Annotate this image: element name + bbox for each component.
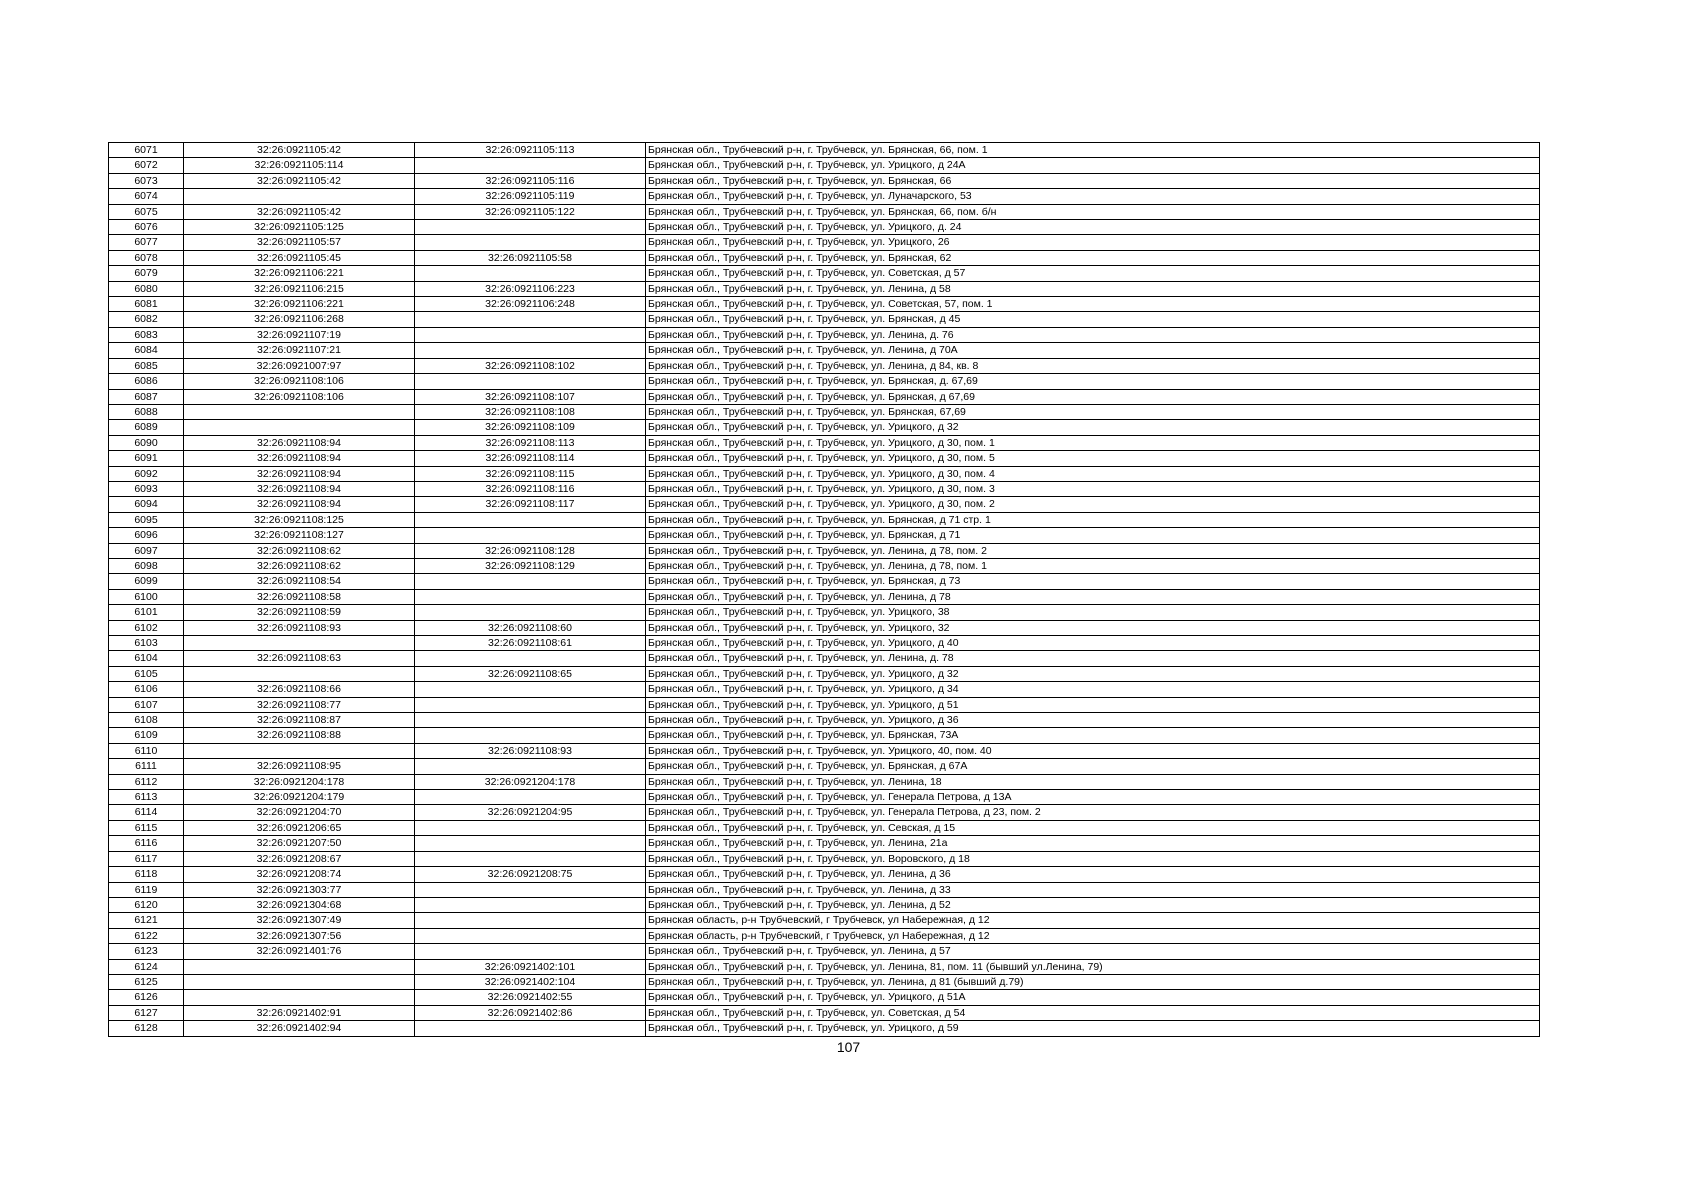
address-cell: Брянская обл., Трубчевский р-н, г. Трубчевск, ул. Ленина, д 78, пом. 1 — [646, 558, 1540, 573]
address-cell: Брянская обл., Трубчевский р-н, г. Трубчевск, ул. Брянская, д. 67,69 — [646, 374, 1540, 389]
object-cadastral-number-cell — [415, 158, 646, 173]
object-cadastral-number-cell: 32:26:0921402:104 — [415, 974, 646, 989]
object-cadastral-number-cell: 32:26:0921108:107 — [415, 389, 646, 404]
cadastral-number-cell — [184, 959, 415, 974]
address-cell: Брянская обл., Трубчевский р-н, г. Трубчевск, ул. Урицкого, д 40 — [646, 636, 1540, 651]
row-number-cell: 6108 — [109, 713, 184, 728]
object-cadastral-number-cell: 32:26:0921402:101 — [415, 959, 646, 974]
cadastral-number-cell: 32:26:0921108:94 — [184, 451, 415, 466]
object-cadastral-number-cell: 32:26:0921402:86 — [415, 1005, 646, 1020]
address-cell: Брянская обл., Трубчевский р-н, г. Трубчевск, ул. Урицкого, д 32 — [646, 420, 1540, 435]
cadastral-number-cell: 32:26:0921105:125 — [184, 220, 415, 235]
row-number-cell: 6119 — [109, 882, 184, 897]
cadastral-number-cell: 32:26:0921108:94 — [184, 435, 415, 450]
address-cell: Брянская обл., Трубчевский р-н, г. Трубчевск, ул. Урицкого, д 30, пом. 5 — [646, 451, 1540, 466]
address-cell: Брянская обл., Трубчевский р-н, г. Трубчевск, ул. Севская, д 15 — [646, 820, 1540, 835]
table-row — [109, 451, 1540, 466]
address-cell: Брянская обл., Трубчевский р-н, г. Трубчевск, ул. Урицкого, 40, пом. 40 — [646, 743, 1540, 758]
row-number-cell: 6087 — [109, 389, 184, 404]
address-cell: Брянская обл., Трубчевский р-н, г. Трубчевск, ул. Брянская, 66, пом. б/н — [646, 204, 1540, 219]
row-number-cell: 6076 — [109, 220, 184, 235]
address-cell: Брянская обл., Трубчевский р-н, г. Трубчевск, ул. Ленина, д 52 — [646, 897, 1540, 912]
cadastral-number-cell: 32:26:0921105:57 — [184, 235, 415, 250]
object-cadastral-number-cell: 32:26:0921108:60 — [415, 620, 646, 635]
row-number-cell: 6104 — [109, 651, 184, 666]
address-cell: Брянская обл., Трубчевский р-н, г. Трубчевск, ул. Урицкого, д 30, пом. 3 — [646, 481, 1540, 496]
row-number-cell: 6097 — [109, 543, 184, 558]
object-cadastral-number-cell: 32:26:0921108:93 — [415, 743, 646, 758]
row-number-cell: 6078 — [109, 250, 184, 265]
cadastral-number-cell — [184, 420, 415, 435]
object-cadastral-number-cell: 32:26:0921208:75 — [415, 867, 646, 882]
object-cadastral-number-cell — [415, 897, 646, 912]
row-number-cell: 6099 — [109, 574, 184, 589]
table-row — [109, 651, 1540, 666]
row-number-cell: 6118 — [109, 867, 184, 882]
row-number-cell: 6125 — [109, 974, 184, 989]
cadastral-number-cell: 32:26:0921108:127 — [184, 528, 415, 543]
object-cadastral-number-cell: 32:26:0921402:55 — [415, 990, 646, 1005]
row-number-cell: 6080 — [109, 281, 184, 296]
object-cadastral-number-cell: 32:26:0921105:119 — [415, 189, 646, 204]
table-row — [109, 189, 1540, 204]
cadastral-number-cell: 32:26:0921105:42 — [184, 173, 415, 188]
row-number-cell: 6079 — [109, 266, 184, 281]
object-cadastral-number-cell: 32:26:0921108:113 — [415, 435, 646, 450]
cadastral-number-cell: 32:26:0921401:76 — [184, 944, 415, 959]
cadastral-number-cell: 32:26:0921307:56 — [184, 928, 415, 943]
row-number-cell: 6116 — [109, 836, 184, 851]
cadastral-number-cell: 32:26:0921108:94 — [184, 466, 415, 481]
row-number-cell: 6128 — [109, 1021, 184, 1036]
address-cell: Брянская обл., Трубчевский р-н, г. Трубчевск, ул. Брянская, д 73 — [646, 574, 1540, 589]
table-row — [109, 820, 1540, 835]
row-number-cell: 6109 — [109, 728, 184, 743]
address-cell: Брянская обл., Трубчевский р-н, г. Трубчевск, ул. Ленина, 18 — [646, 774, 1540, 789]
address-cell: Брянская обл., Трубчевский р-н, г. Трубчевск, ул. Генерала Петрова, д 23, пом. 2 — [646, 805, 1540, 820]
row-number-cell: 6117 — [109, 851, 184, 866]
cadastral-number-cell: 32:26:0921108:95 — [184, 759, 415, 774]
address-cell: Брянская обл., Трубчевский р-н, г. Трубчевск, ул. Урицкого, 38 — [646, 605, 1540, 620]
table-row — [109, 1021, 1540, 1036]
row-number-cell: 6074 — [109, 189, 184, 204]
cadastral-number-cell — [184, 636, 415, 651]
object-cadastral-number-cell: 32:26:0921204:178 — [415, 774, 646, 789]
row-number-cell: 6126 — [109, 990, 184, 1005]
object-cadastral-number-cell — [415, 713, 646, 728]
table-row — [109, 543, 1540, 558]
table-row — [109, 404, 1540, 419]
address-cell: Брянская обл., Трубчевский р-н, г. Трубчевск, ул. Брянская, д 71 — [646, 528, 1540, 543]
table-row — [109, 173, 1540, 188]
row-number-cell: 6072 — [109, 158, 184, 173]
cadastral-number-cell: 32:26:0921107:19 — [184, 327, 415, 342]
object-cadastral-number-cell — [415, 928, 646, 943]
table-row — [109, 143, 1540, 158]
page-number: 107 — [836, 1039, 861, 1055]
table-row — [109, 158, 1540, 173]
table-row — [109, 374, 1540, 389]
address-cell: Брянская обл., Трубчевский р-н, г. Трубчевск, ул. Луначарского, 53 — [646, 189, 1540, 204]
row-number-cell: 6093 — [109, 481, 184, 496]
address-cell: Брянская обл., Трубчевский р-н, г. Трубчевск, ул. Урицкого, д 30, пом. 4 — [646, 466, 1540, 481]
address-cell: Брянская обл., Трубчевский р-н, г. Трубчевск, ул. Урицкого, 26 — [646, 235, 1540, 250]
address-cell: Брянская обл., Трубчевский р-н, г. Трубчевск, ул. Брянская, 73А — [646, 728, 1540, 743]
row-number-cell: 6075 — [109, 204, 184, 219]
cadastral-number-cell — [184, 743, 415, 758]
table-row — [109, 713, 1540, 728]
object-cadastral-number-cell: 32:26:0921108:128 — [415, 543, 646, 558]
table-row — [109, 250, 1540, 265]
object-cadastral-number-cell: 32:26:0921108:117 — [415, 497, 646, 512]
table-row — [109, 220, 1540, 235]
row-number-cell: 6092 — [109, 466, 184, 481]
row-number-cell: 6101 — [109, 605, 184, 620]
table-row — [109, 959, 1540, 974]
object-cadastral-number-cell — [415, 327, 646, 342]
object-cadastral-number-cell — [415, 605, 646, 620]
cadastral-number-cell: 32:26:0921108:106 — [184, 389, 415, 404]
address-cell: Брянская обл., Трубчевский р-н, г. Трубчевск, ул. Урицкого, д 51 — [646, 697, 1540, 712]
row-number-cell: 6091 — [109, 451, 184, 466]
address-cell: Брянская обл., Трубчевский р-н, г. Трубчевск, ул. Урицкого, 32 — [646, 620, 1540, 635]
row-number-cell: 6086 — [109, 374, 184, 389]
address-cell: Брянская обл., Трубчевский р-н, г. Трубчевск, ул. Урицкого, д 30, пом. 2 — [646, 497, 1540, 512]
object-cadastral-number-cell — [415, 836, 646, 851]
table-row — [109, 928, 1540, 943]
cadastral-number-cell: 32:26:0921106:268 — [184, 312, 415, 327]
object-cadastral-number-cell: 32:26:0921108:61 — [415, 636, 646, 651]
object-cadastral-number-cell: 32:26:0921108:115 — [415, 466, 646, 481]
row-number-cell: 6113 — [109, 790, 184, 805]
object-cadastral-number-cell — [415, 374, 646, 389]
object-cadastral-number-cell — [415, 220, 646, 235]
address-cell: Брянская обл., Трубчевский р-н, г. Трубчевск, ул. Урицкого, д 51А — [646, 990, 1540, 1005]
cadastral-number-cell: 32:26:0921108:54 — [184, 574, 415, 589]
cadastral-number-cell: 32:26:0921108:88 — [184, 728, 415, 743]
table-row — [109, 266, 1540, 281]
row-number-cell: 6096 — [109, 528, 184, 543]
address-cell: Брянская обл., Трубчевский р-н, г. Трубчевск, ул. Урицкого, д 24А — [646, 158, 1540, 173]
table-row — [109, 759, 1540, 774]
row-number-cell: 6094 — [109, 497, 184, 512]
address-cell: Брянская обл., Трубчевский р-н, г. Трубчевск, ул. Ленина, д 57 — [646, 944, 1540, 959]
address-cell: Брянская обл., Трубчевский р-н, г. Трубчевск, ул. Ленина, д 70А — [646, 343, 1540, 358]
table-row — [109, 297, 1540, 312]
table-row — [109, 897, 1540, 912]
address-cell: Брянская обл., Трубчевский р-н, г. Трубчевск, ул. Ленина, д 81 (бывший д.79) — [646, 974, 1540, 989]
object-cadastral-number-cell: 32:26:0921204:95 — [415, 805, 646, 820]
table-row — [109, 605, 1540, 620]
row-number-cell: 6122 — [109, 928, 184, 943]
table-body — [109, 143, 1540, 1037]
object-cadastral-number-cell — [415, 913, 646, 928]
row-number-cell: 6084 — [109, 343, 184, 358]
address-cell: Брянская обл., Трубчевский р-н, г. Трубчевск, ул. Ленина, д 36 — [646, 867, 1540, 882]
object-cadastral-number-cell — [415, 1021, 646, 1036]
row-number-cell: 6095 — [109, 512, 184, 527]
cadastral-number-cell: 32:26:0921204:179 — [184, 790, 415, 805]
object-cadastral-number-cell — [415, 312, 646, 327]
cadastral-number-cell: 32:26:0921108:59 — [184, 605, 415, 620]
address-cell: Брянская обл., Трубчевский р-н, г. Трубчевск, ул. Урицкого, д. 24 — [646, 220, 1540, 235]
cadastral-number-cell: 32:26:0921105:42 — [184, 143, 415, 158]
table-row — [109, 204, 1540, 219]
cadastral-number-cell: 32:26:0921108:106 — [184, 374, 415, 389]
address-cell: Брянская обл., Трубчевский р-н, г. Трубчевск, ул. Ленина, 81, пом. 11 (бывший ул.Ленина, 79) — [646, 959, 1540, 974]
address-cell: Брянская обл., Трубчевский р-н, г. Трубчевск, ул. Ленина, д 78, пом. 2 — [646, 543, 1540, 558]
table-row — [109, 974, 1540, 989]
address-cell: Брянская обл., Трубчевский р-н, г. Трубчевск, ул. Урицкого, д 59 — [646, 1021, 1540, 1036]
row-number-cell: 6083 — [109, 327, 184, 342]
cadastral-number-cell: 32:26:0921108:87 — [184, 713, 415, 728]
object-cadastral-number-cell: 32:26:0921105:122 — [415, 204, 646, 219]
table-row — [109, 851, 1540, 866]
row-number-cell: 6088 — [109, 404, 184, 419]
cadastral-number-cell: 32:26:0921108:94 — [184, 481, 415, 496]
cadastral-number-cell: 32:26:0921108:94 — [184, 497, 415, 512]
address-cell: Брянская обл., Трубчевский р-н, г. Трубчевск, ул. Урицкого, д 30, пом. 1 — [646, 435, 1540, 450]
address-cell: Брянская обл., Трубчевский р-н, г. Трубчевск, ул. Генерала Петрова, д 13А — [646, 790, 1540, 805]
table-row — [109, 836, 1540, 851]
row-number-cell: 6127 — [109, 1005, 184, 1020]
row-number-cell: 6090 — [109, 435, 184, 450]
cadastral-number-cell: 32:26:0921303:77 — [184, 882, 415, 897]
object-cadastral-number-cell: 32:26:0921105:113 — [415, 143, 646, 158]
cadastral-number-cell: 32:26:0921108:62 — [184, 543, 415, 558]
object-cadastral-number-cell — [415, 882, 646, 897]
address-cell: Брянская обл., Трубчевский р-н, г. Трубчевск, ул. Советская, д 54 — [646, 1005, 1540, 1020]
row-number-cell: 6124 — [109, 959, 184, 974]
object-cadastral-number-cell: 32:26:0921108:114 — [415, 451, 646, 466]
cadastral-number-cell: 32:26:0921402:94 — [184, 1021, 415, 1036]
address-cell: Брянская область, р-н Трубчевский, г Трубчевск, ул Набережная, д 12 — [646, 928, 1540, 943]
address-cell: Брянская обл., Трубчевский р-н, г. Трубчевск, ул. Ленина, д 33 — [646, 882, 1540, 897]
object-cadastral-number-cell: 32:26:0921106:248 — [415, 297, 646, 312]
cadastral-number-cell: 32:26:0921105:45 — [184, 250, 415, 265]
cadastral-number-cell: 32:26:0921108:93 — [184, 620, 415, 635]
object-cadastral-number-cell — [415, 235, 646, 250]
table-row — [109, 913, 1540, 928]
table-row — [109, 358, 1540, 373]
row-number-cell: 6110 — [109, 743, 184, 758]
object-cadastral-number-cell: 32:26:0921108:129 — [415, 558, 646, 573]
row-number-cell: 6100 — [109, 589, 184, 604]
address-cell: Брянская обл., Трубчевский р-н, г. Трубчевск, ул. Брянская, 66, пом. 1 — [646, 143, 1540, 158]
table-row — [109, 466, 1540, 481]
row-number-cell: 6073 — [109, 173, 184, 188]
address-cell: Брянская обл., Трубчевский р-н, г. Трубчевск, ул. Брянская, д 67,69 — [646, 389, 1540, 404]
object-cadastral-number-cell — [415, 266, 646, 281]
cadastral-number-cell: 32:26:0921107:21 — [184, 343, 415, 358]
address-cell: Брянская обл., Трубчевский р-н, г. Трубчевск, ул. Ленина, д. 78 — [646, 651, 1540, 666]
cadastral-number-cell: 32:26:0921105:42 — [184, 204, 415, 219]
cadastral-number-cell: 32:26:0921204:70 — [184, 805, 415, 820]
cadastral-number-cell: 32:26:0921106:221 — [184, 266, 415, 281]
table-row — [109, 235, 1540, 250]
cadastral-number-cell: 32:26:0921208:67 — [184, 851, 415, 866]
cadastral-number-cell: 32:26:0921106:215 — [184, 281, 415, 296]
cadastral-table — [108, 142, 1540, 1037]
address-cell: Брянская обл., Трубчевский р-н, г. Трубчевск, ул. Брянская, д 45 — [646, 312, 1540, 327]
table-row — [109, 805, 1540, 820]
address-cell: Брянская область, р-н Трубчевский, г Трубчевск, ул Набережная, д 12 — [646, 913, 1540, 928]
table-row — [109, 512, 1540, 527]
object-cadastral-number-cell — [415, 851, 646, 866]
address-cell: Брянская обл., Трубчевский р-н, г. Трубчевск, ул. Брянская, 66 — [646, 173, 1540, 188]
cadastral-number-cell: 32:26:0921108:77 — [184, 697, 415, 712]
cadastral-number-cell: 32:26:0921304:68 — [184, 897, 415, 912]
address-cell: Брянская обл., Трубчевский р-н, г. Трубчевск, ул. Советская, д 57 — [646, 266, 1540, 281]
table-row — [109, 589, 1540, 604]
cadastral-number-cell — [184, 404, 415, 419]
object-cadastral-number-cell — [415, 728, 646, 743]
table-row — [109, 620, 1540, 635]
table-row — [109, 636, 1540, 651]
cadastral-number-cell — [184, 189, 415, 204]
row-number-cell: 6102 — [109, 620, 184, 635]
cadastral-number-cell — [184, 974, 415, 989]
object-cadastral-number-cell: 32:26:0921108:109 — [415, 420, 646, 435]
object-cadastral-number-cell — [415, 528, 646, 543]
address-cell: Брянская обл., Трубчевский р-н, г. Трубчевск, ул. Ленина, д 78 — [646, 589, 1540, 604]
cadastral-number-cell — [184, 990, 415, 1005]
object-cadastral-number-cell — [415, 759, 646, 774]
cadastral-number-cell: 32:26:0921307:49 — [184, 913, 415, 928]
address-cell: Брянская обл., Трубчевский р-н, г. Трубчевск, ул. Ленина, 21а — [646, 836, 1540, 851]
object-cadastral-number-cell: 32:26:0921105:58 — [415, 250, 646, 265]
table-row — [109, 682, 1540, 697]
address-cell: Брянская обл., Трубчевский р-н, г. Трубчевск, ул. Ленина, д 84, кв. 8 — [646, 358, 1540, 373]
cadastral-number-cell: 32:26:0921206:65 — [184, 820, 415, 835]
object-cadastral-number-cell: 32:26:0921108:65 — [415, 666, 646, 681]
address-cell: Брянская обл., Трубчевский р-н, г. Трубчевск, ул. Брянская, д 67А — [646, 759, 1540, 774]
object-cadastral-number-cell — [415, 512, 646, 527]
row-number-cell: 6081 — [109, 297, 184, 312]
cadastral-number-cell: 32:26:0921007:97 — [184, 358, 415, 373]
cadastral-number-cell: 32:26:0921108:63 — [184, 651, 415, 666]
table-row — [109, 343, 1540, 358]
table-row — [109, 882, 1540, 897]
row-number-cell: 6085 — [109, 358, 184, 373]
cadastral-number-cell: 32:26:0921204:178 — [184, 774, 415, 789]
row-number-cell: 6077 — [109, 235, 184, 250]
table-row — [109, 774, 1540, 789]
table-row — [109, 990, 1540, 1005]
row-number-cell: 6098 — [109, 558, 184, 573]
table-row — [109, 420, 1540, 435]
address-cell: Брянская обл., Трубчевский р-н, г. Трубчевск, ул. Урицкого, д 32 — [646, 666, 1540, 681]
address-cell: Брянская обл., Трубчевский р-н, г. Трубчевск, ул. Брянская, д 71 стр. 1 — [646, 512, 1540, 527]
table-row — [109, 697, 1540, 712]
table-row — [109, 528, 1540, 543]
row-number-cell: 6103 — [109, 636, 184, 651]
table-row — [109, 312, 1540, 327]
object-cadastral-number-cell — [415, 682, 646, 697]
object-cadastral-number-cell — [415, 343, 646, 358]
cadastral-number-cell: 32:26:0921105:114 — [184, 158, 415, 173]
row-number-cell: 6071 — [109, 143, 184, 158]
address-cell: Брянская обл., Трубчевский р-н, г. Трубчевск, ул. Ленина, д 58 — [646, 281, 1540, 296]
cadastral-number-cell: 32:26:0921106:221 — [184, 297, 415, 312]
address-cell: Брянская обл., Трубчевский р-н, г. Трубчевск, ул. Урицкого, д 36 — [646, 713, 1540, 728]
cadastral-number-cell: 32:26:0921402:91 — [184, 1005, 415, 1020]
row-number-cell: 6106 — [109, 682, 184, 697]
row-number-cell: 6111 — [109, 759, 184, 774]
object-cadastral-number-cell — [415, 651, 646, 666]
row-number-cell: 6123 — [109, 944, 184, 959]
table-row — [109, 435, 1540, 450]
row-number-cell: 6112 — [109, 774, 184, 789]
table-row — [109, 867, 1540, 882]
object-cadastral-number-cell — [415, 574, 646, 589]
object-cadastral-number-cell: 32:26:0921108:108 — [415, 404, 646, 419]
table-row — [109, 944, 1540, 959]
cadastral-number-cell: 32:26:0921207:50 — [184, 836, 415, 851]
table-row — [109, 327, 1540, 342]
cadastral-number-cell: 32:26:0921108:125 — [184, 512, 415, 527]
table-row — [109, 728, 1540, 743]
row-number-cell: 6105 — [109, 666, 184, 681]
row-number-cell: 6120 — [109, 897, 184, 912]
object-cadastral-number-cell: 32:26:0921108:116 — [415, 481, 646, 496]
object-cadastral-number-cell — [415, 697, 646, 712]
object-cadastral-number-cell — [415, 589, 646, 604]
object-cadastral-number-cell: 32:26:0921106:223 — [415, 281, 646, 296]
table-row — [109, 743, 1540, 758]
table-row — [109, 666, 1540, 681]
address-cell: Брянская обл., Трубчевский р-н, г. Трубчевск, ул. Ленина, д. 76 — [646, 327, 1540, 342]
address-cell: Брянская обл., Трубчевский р-н, г. Трубчевск, ул. Воровского, д 18 — [646, 851, 1540, 866]
cadastral-number-cell: 32:26:0921208:74 — [184, 867, 415, 882]
object-cadastral-number-cell — [415, 790, 646, 805]
object-cadastral-number-cell — [415, 944, 646, 959]
cadastral-number-cell: 32:26:0921108:58 — [184, 589, 415, 604]
address-cell: Брянская обл., Трубчевский р-н, г. Трубчевск, ул. Урицкого, д 34 — [646, 682, 1540, 697]
table-row — [109, 389, 1540, 404]
cadastral-number-cell: 32:26:0921108:66 — [184, 682, 415, 697]
cadastral-number-cell: 32:26:0921108:62 — [184, 558, 415, 573]
table-row — [109, 497, 1540, 512]
row-number-cell: 6114 — [109, 805, 184, 820]
row-number-cell: 6107 — [109, 697, 184, 712]
address-cell: Брянская обл., Трубчевский р-н, г. Трубчевск, ул. Брянская, 67,69 — [646, 404, 1540, 419]
table-row — [109, 790, 1540, 805]
row-number-cell: 6089 — [109, 420, 184, 435]
row-number-cell: 6121 — [109, 913, 184, 928]
address-cell: Брянская обл., Трубчевский р-н, г. Трубчевск, ул. Брянская, 62 — [646, 250, 1540, 265]
table-row — [109, 281, 1540, 296]
object-cadastral-number-cell — [415, 820, 646, 835]
object-cadastral-number-cell: 32:26:0921108:102 — [415, 358, 646, 373]
row-number-cell: 6115 — [109, 820, 184, 835]
table-row — [109, 481, 1540, 496]
table-row — [109, 558, 1540, 573]
object-cadastral-number-cell: 32:26:0921105:116 — [415, 173, 646, 188]
row-number-cell: 6082 — [109, 312, 184, 327]
table-row — [109, 1005, 1540, 1020]
table-row — [109, 574, 1540, 589]
address-cell: Брянская обл., Трубчевский р-н, г. Трубчевск, ул. Советская, 57, пом. 1 — [646, 297, 1540, 312]
cadastral-number-cell — [184, 666, 415, 681]
